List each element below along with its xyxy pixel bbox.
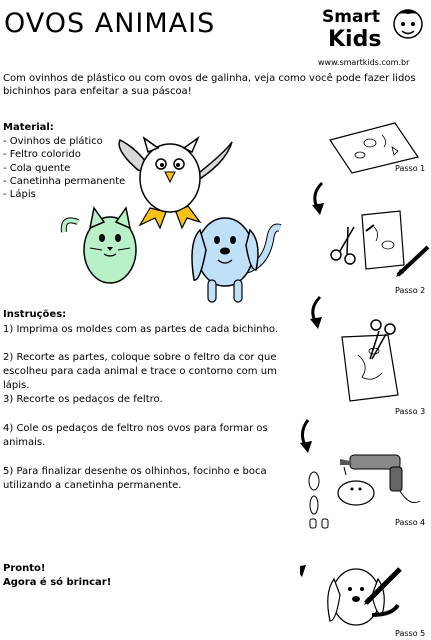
passo-label: Passo 2 (395, 286, 426, 295)
passo-label: Passo 4 (395, 518, 426, 527)
logo-line2: Kids (328, 27, 382, 52)
smart-kids-logo (320, 2, 426, 56)
instruction-step: 3) Recorte os pedaços de feltro. (3, 394, 163, 405)
website-url: www.smartkids.com.br (318, 58, 410, 67)
instruction-step: 2) Recorte as partes, coloque sobre o feltro da cor que escolheu para cada animal e trace o contorno com um lápis. (3, 352, 277, 391)
material-title: Material: (3, 122, 54, 133)
passo-label: Passo 5 (395, 629, 426, 638)
cat-illustration (64, 208, 136, 283)
egg-animals-illustration (60, 130, 300, 305)
step5-illustration (328, 569, 400, 625)
closing-line1: Pronto! (3, 563, 46, 574)
material-item: - Canetinha permanente (3, 175, 126, 187)
passo-label: Passo 3 (395, 407, 426, 416)
material-item: - Ovinhos de plático (3, 136, 103, 147)
dog-illustration (192, 218, 280, 302)
steps-illustration-column (300, 115, 431, 640)
material-item: - Feltro colorido (3, 149, 81, 161)
instruction-step: 1) Imprima os moldes com as partes de cada bichinho. (3, 324, 279, 335)
closing-line2: Agora é só brincar! (3, 577, 112, 588)
instruction-step: 5) Para finalizar desenhe os olhinhos, focinho e boca utilizando a canetinha permanente. (3, 466, 267, 491)
passo-label: Passo 1 (395, 164, 426, 173)
instruction-step: 4) Cole os pedaços de feltro nos ovos para formar os animais. (3, 423, 268, 448)
closing-text (3, 562, 111, 590)
intro-text: Com ovinhos de plástico ou com ovos de galinha, veja como você pode fazer lidos bichinhos para enfeitar a sua páscoa! (3, 73, 416, 97)
step3-illustration (342, 320, 398, 401)
material-item: - Cola quente (3, 162, 71, 174)
owl-illustration (119, 138, 232, 228)
instructions-title: Instruções: (3, 309, 67, 320)
page-title: OVOS ANIMAIS (4, 8, 216, 39)
material-item: - Lápis (3, 189, 36, 201)
step2-illustration (331, 211, 428, 277)
logo-line1: Smart (322, 7, 380, 27)
